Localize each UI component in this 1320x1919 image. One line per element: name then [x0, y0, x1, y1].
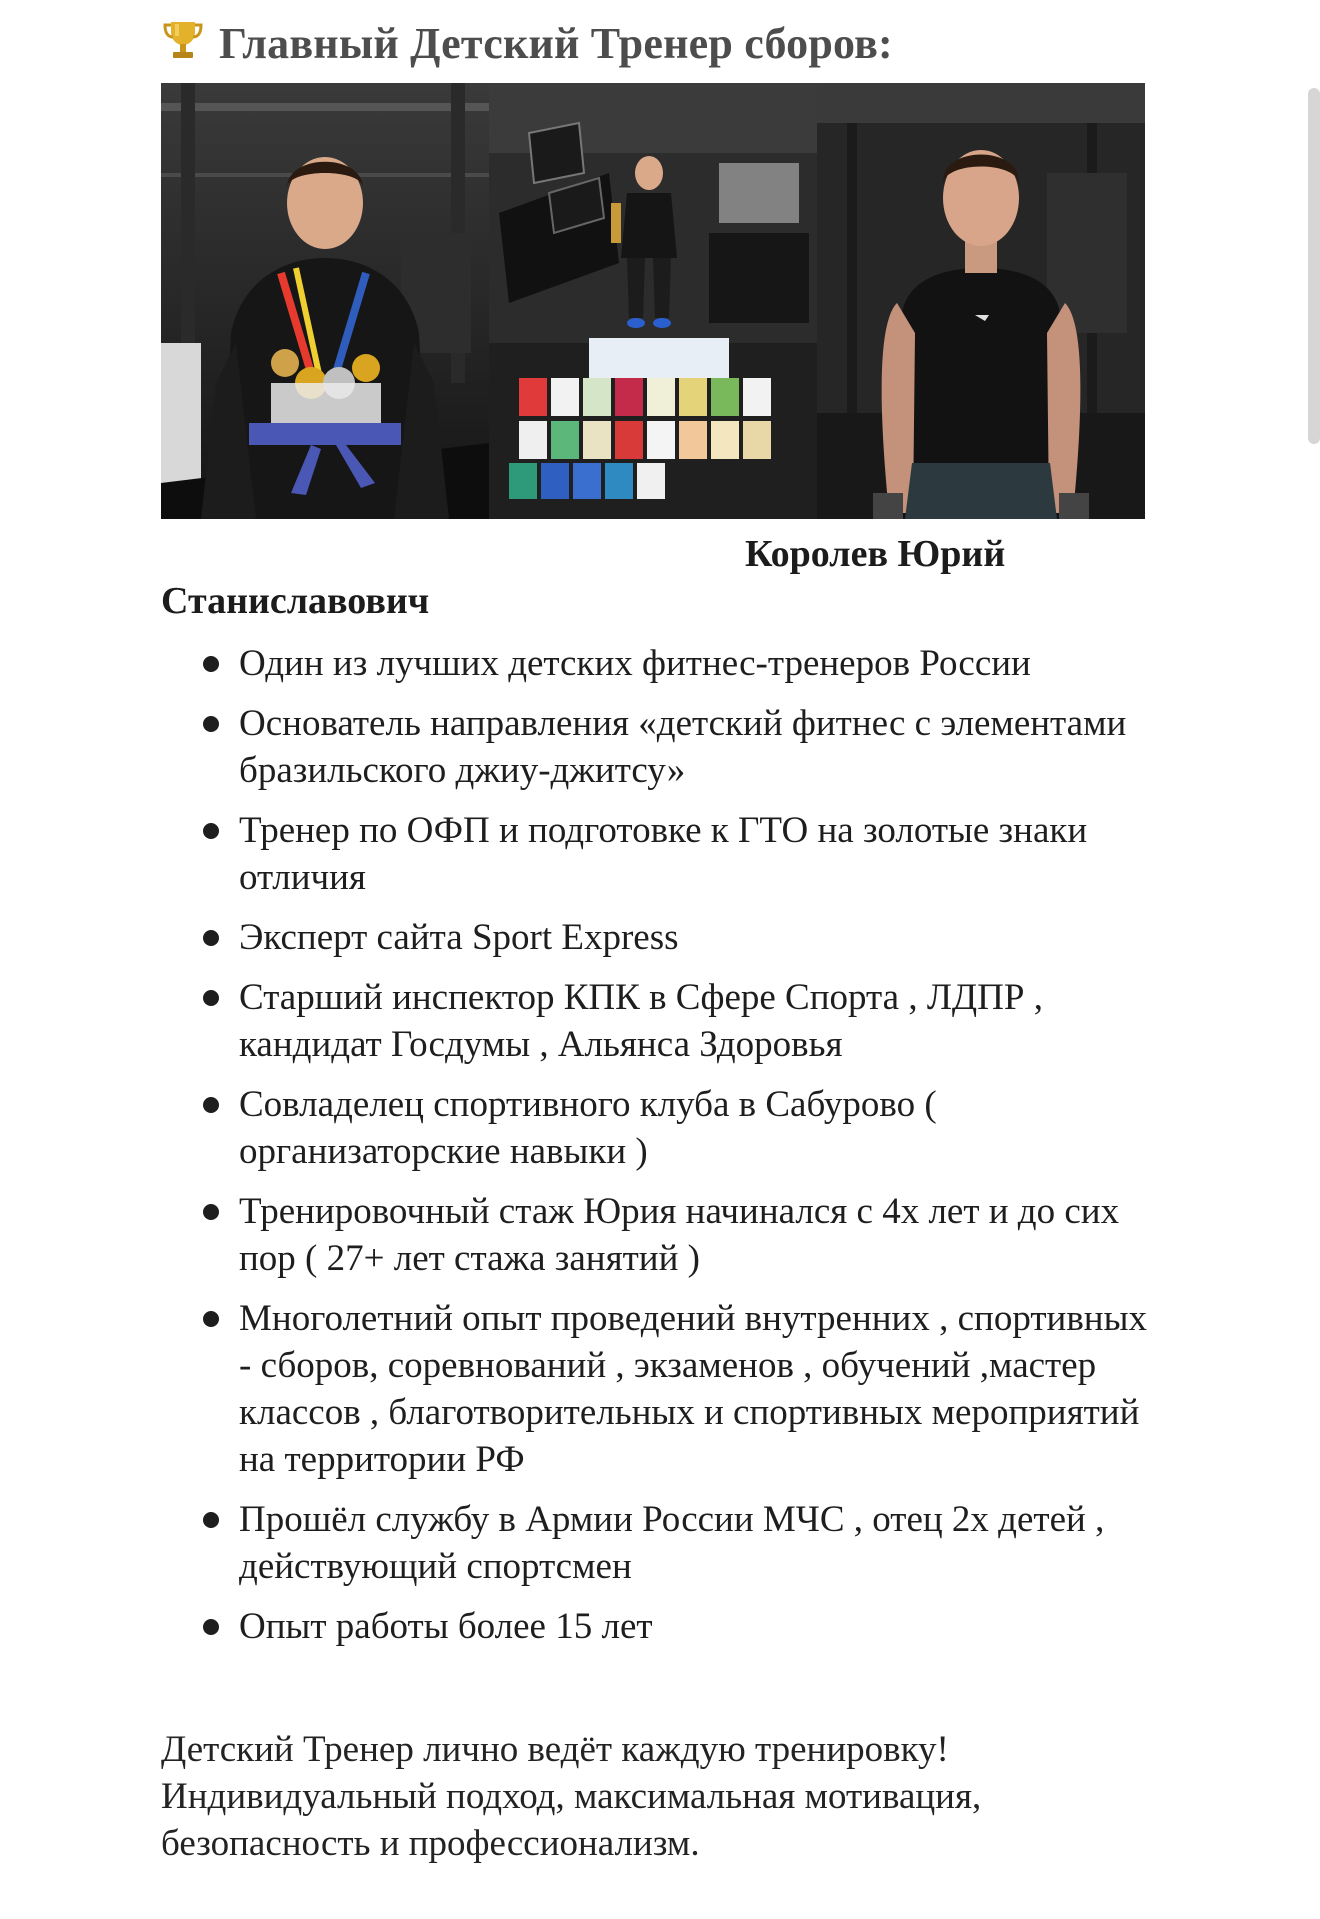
- bullet-icon: [203, 930, 219, 946]
- coach-portrait-photo: [817, 83, 1145, 519]
- page-title-text: Главный Детский Тренер сборов:: [219, 19, 893, 68]
- closing-paragraph: [161, 1726, 1141, 1867]
- bullet-icon: [203, 1204, 219, 1220]
- bullet-icon: [203, 990, 219, 1006]
- bullet-icon: [203, 1619, 219, 1635]
- list-item: Опыт работы более 15 лет: [201, 1603, 1151, 1650]
- list-item: Тренировочный стаж Юрия начинался с 4х лет и до сих пор ( 27+ лет стажа занятий ): [201, 1188, 1151, 1282]
- coach-with-certificates-photo: [489, 83, 817, 519]
- page-title: [161, 18, 893, 69]
- list-item: Старший инспектор КПК в Сфере Спорта , ЛДПР , кандидат Госдумы , Альянса Здоровья: [201, 974, 1151, 1068]
- closing-line: Индивидуальный подход, максимальная мотивация,: [161, 1776, 982, 1817]
- list-item: Один из лучших детских фитнес-тренеров России: [201, 640, 1151, 687]
- coach-with-medals-photo: [161, 83, 489, 519]
- list-item: Тренер по ОФП и подготовке к ГТО на золотые знаки отличия: [201, 807, 1151, 901]
- bullet-icon: [203, 656, 219, 672]
- achievements-list: [201, 640, 1151, 1663]
- coach-name-first: Королев Юрий: [745, 533, 1006, 575]
- closing-line: Детский Тренер лично ведёт каждую тренировку!: [161, 1729, 949, 1770]
- list-item: Многолетний опыт проведений внутренних , спортивных - сборов, соревнований , экзаменов , обучений ,мастер классов , благотворительных и спортивных мероприятий на территории РФ: [201, 1295, 1151, 1483]
- bullet-icon: [203, 823, 219, 839]
- bullet-icon: [203, 1512, 219, 1528]
- coach-name-patronymic: Станиславович: [161, 580, 430, 622]
- bullet-icon: [203, 1097, 219, 1113]
- scrollbar[interactable]: [1308, 88, 1320, 444]
- closing-line: безопасность и профессионализм.: [161, 1823, 700, 1864]
- list-item: Совладелец спортивного клуба в Сабурово ( организаторские навыки ): [201, 1081, 1151, 1175]
- list-item: Прошёл службу в Армии России МЧС , отец 2х детей , действующий спортсмен: [201, 1496, 1151, 1590]
- list-item: Эксперт сайта Sport Express: [201, 914, 1151, 961]
- bullet-icon: [203, 716, 219, 732]
- trophy-icon: [161, 18, 205, 62]
- photo-collage: [161, 83, 1145, 519]
- bullet-icon: [203, 1311, 219, 1327]
- list-item: Основатель направления «детский фитнес с элементами бразильского джиу-джитсу»: [201, 700, 1151, 794]
